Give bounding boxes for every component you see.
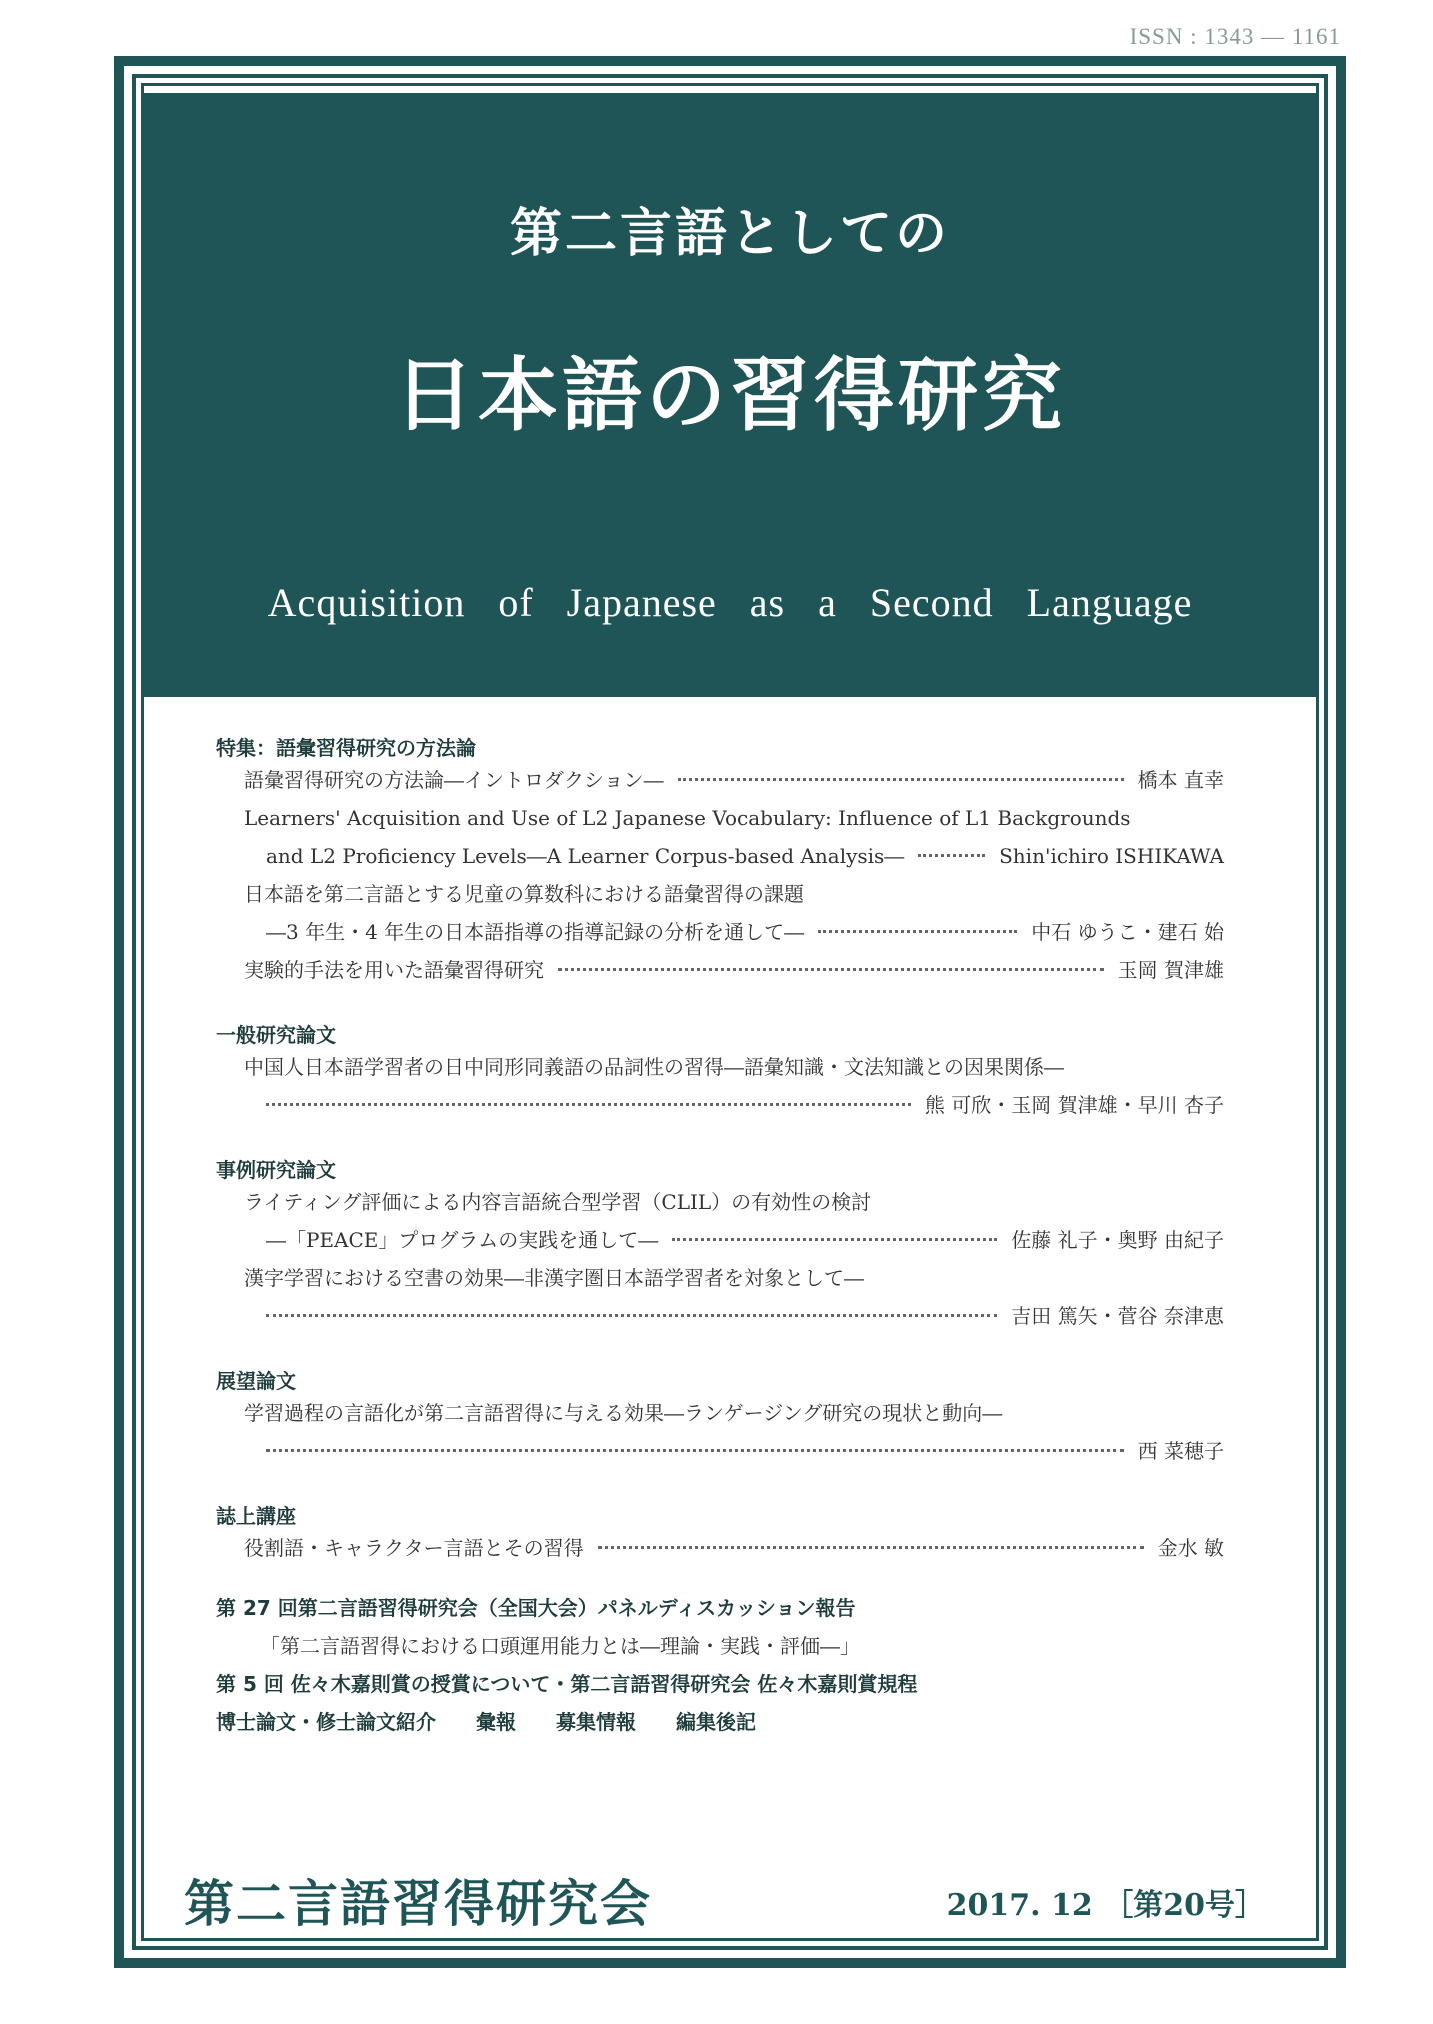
section-heading: 事例研究論文 — [216, 1158, 336, 1182]
toc-entry — [216, 1394, 1224, 1432]
entry-title: 語彙習得研究の方法論―イントロダクション― — [244, 768, 664, 792]
issn: ISSN : 1343 ― 1161 — [1129, 24, 1341, 49]
toc-entry — [216, 1297, 1224, 1335]
entry-title: 学習過程の言語化が第二言語習得に与える効果―ランゲージング研究の現状と動向― — [244, 1401, 1003, 1425]
entry-author: 橋本 直幸 — [1137, 768, 1224, 792]
entry-author: 西 菜穂子 — [1137, 1439, 1224, 1463]
leader-dots — [266, 1314, 997, 1317]
entry-title: 実験的手法を用いた語彙習得研究 — [244, 958, 544, 982]
journal-subtitle: 第二言語としての — [509, 203, 950, 264]
toc-entry — [216, 837, 1224, 875]
entry-title: 漢字学習における空書の効果―非漢字圏日本語学習者を対象として― — [244, 1266, 864, 1290]
panel-title: 「第二言語習得における口頭運用能力とは―理論・実践・評価―」 — [260, 1634, 860, 1658]
toc-entry — [216, 913, 1224, 951]
entry-title: ライティング評価による内容言語統合型学習（CLIL）の有効性の検討 — [244, 1190, 872, 1214]
misc-items: 博士論文・修士論文紹介 彙報 募集情報 編集後記 — [216, 1710, 756, 1734]
leader-dots — [558, 968, 1104, 971]
journal-title: 日本語の習得研究 — [394, 348, 1066, 442]
award-notice: 第 5 回 佐々木嘉則賞の授賞について・第二言語習得研究会 佐々木嘉則賞規程 — [216, 1672, 918, 1696]
entry-author: 佐藤 礼子・奥野 由紀子 — [1011, 1228, 1224, 1252]
section-heading: 誌上講座 — [216, 1504, 296, 1528]
toc-entry — [216, 799, 1224, 837]
entry-author: 中石 ゆうこ・建石 始 — [1031, 920, 1224, 944]
toc-entry — [216, 1221, 1224, 1259]
table-of-contents — [216, 732, 1224, 1741]
title-banner — [144, 93, 1316, 697]
journal-english-title: Acquisition of Japanese as a Second Language — [267, 580, 1193, 625]
leader-dots — [918, 854, 985, 857]
leader-dots — [598, 1546, 1144, 1549]
toc-entry — [216, 951, 1224, 989]
entry-author: 熊 可欣・玉岡 賀津雄・早川 杏子 — [924, 1093, 1224, 1117]
toc-entry — [216, 1432, 1224, 1470]
toc-entry — [216, 1086, 1224, 1124]
toc-entry — [216, 1529, 1224, 1567]
leader-dots — [672, 1238, 997, 1241]
toc-entry — [216, 1259, 1224, 1297]
entry-author: 金水 敏 — [1157, 1536, 1224, 1560]
spacer — [216, 1335, 1224, 1365]
entry-title-cont: ―「PEACE」プログラムの実践を通して― — [266, 1228, 659, 1252]
section-heading: 一般研究論文 — [216, 1023, 336, 1047]
entry-author: 玉岡 賀津雄 — [1117, 958, 1224, 982]
toc-entry — [216, 1048, 1224, 1086]
publisher-name: 第二言語習得研究会 — [184, 1874, 652, 1933]
section-heading: 展望論文 — [216, 1369, 296, 1393]
toc-entry — [216, 761, 1224, 799]
toc-entry — [216, 1183, 1224, 1221]
leader-dots — [678, 778, 1124, 781]
spacer — [216, 1470, 1224, 1500]
entry-author: Shin'ichiro ISHIKAWA — [999, 844, 1224, 868]
entry-title: 中国人日本語学習者の日中同形同義語の品詞性の習得―語彙知識・文法知識との因果関係― — [244, 1055, 1064, 1079]
entry-title: Learners' Acquisition and Use of L2 Japanese Vocabulary: Influence of L1 Backgrounds — [244, 806, 1131, 830]
entry-title: 日本語を第二言語とする児童の算数科における語彙習得の課題 — [244, 882, 804, 906]
entry-title-cont: ―3 年生・4 年生の日本語指導の指導記録の分析を通して― — [266, 920, 805, 944]
spacer — [216, 1567, 1224, 1589]
leader-dots — [266, 1449, 1124, 1452]
issue-number: 2017. 12 ［第20号］ — [946, 1888, 1265, 1923]
panel-report: 第 27 回第二言語習得研究会（全国大会）パネルディスカッション報告 — [216, 1596, 856, 1620]
spacer — [216, 1124, 1224, 1154]
leader-dots — [266, 1103, 911, 1106]
toc-entry — [216, 875, 1224, 913]
leader-dots — [818, 930, 1017, 933]
entry-title-cont: and L2 Proficiency Levels―A Learner Corpus-based Analysis― — [266, 844, 905, 868]
entry-title: 役割語・キャラクター言語とその習得 — [244, 1536, 584, 1560]
entry-author: 吉田 篤矢・菅谷 奈津恵 — [1011, 1304, 1224, 1328]
section-heading: 特集：語彙習得研究の方法論 — [216, 736, 476, 760]
spacer — [216, 989, 1224, 1019]
